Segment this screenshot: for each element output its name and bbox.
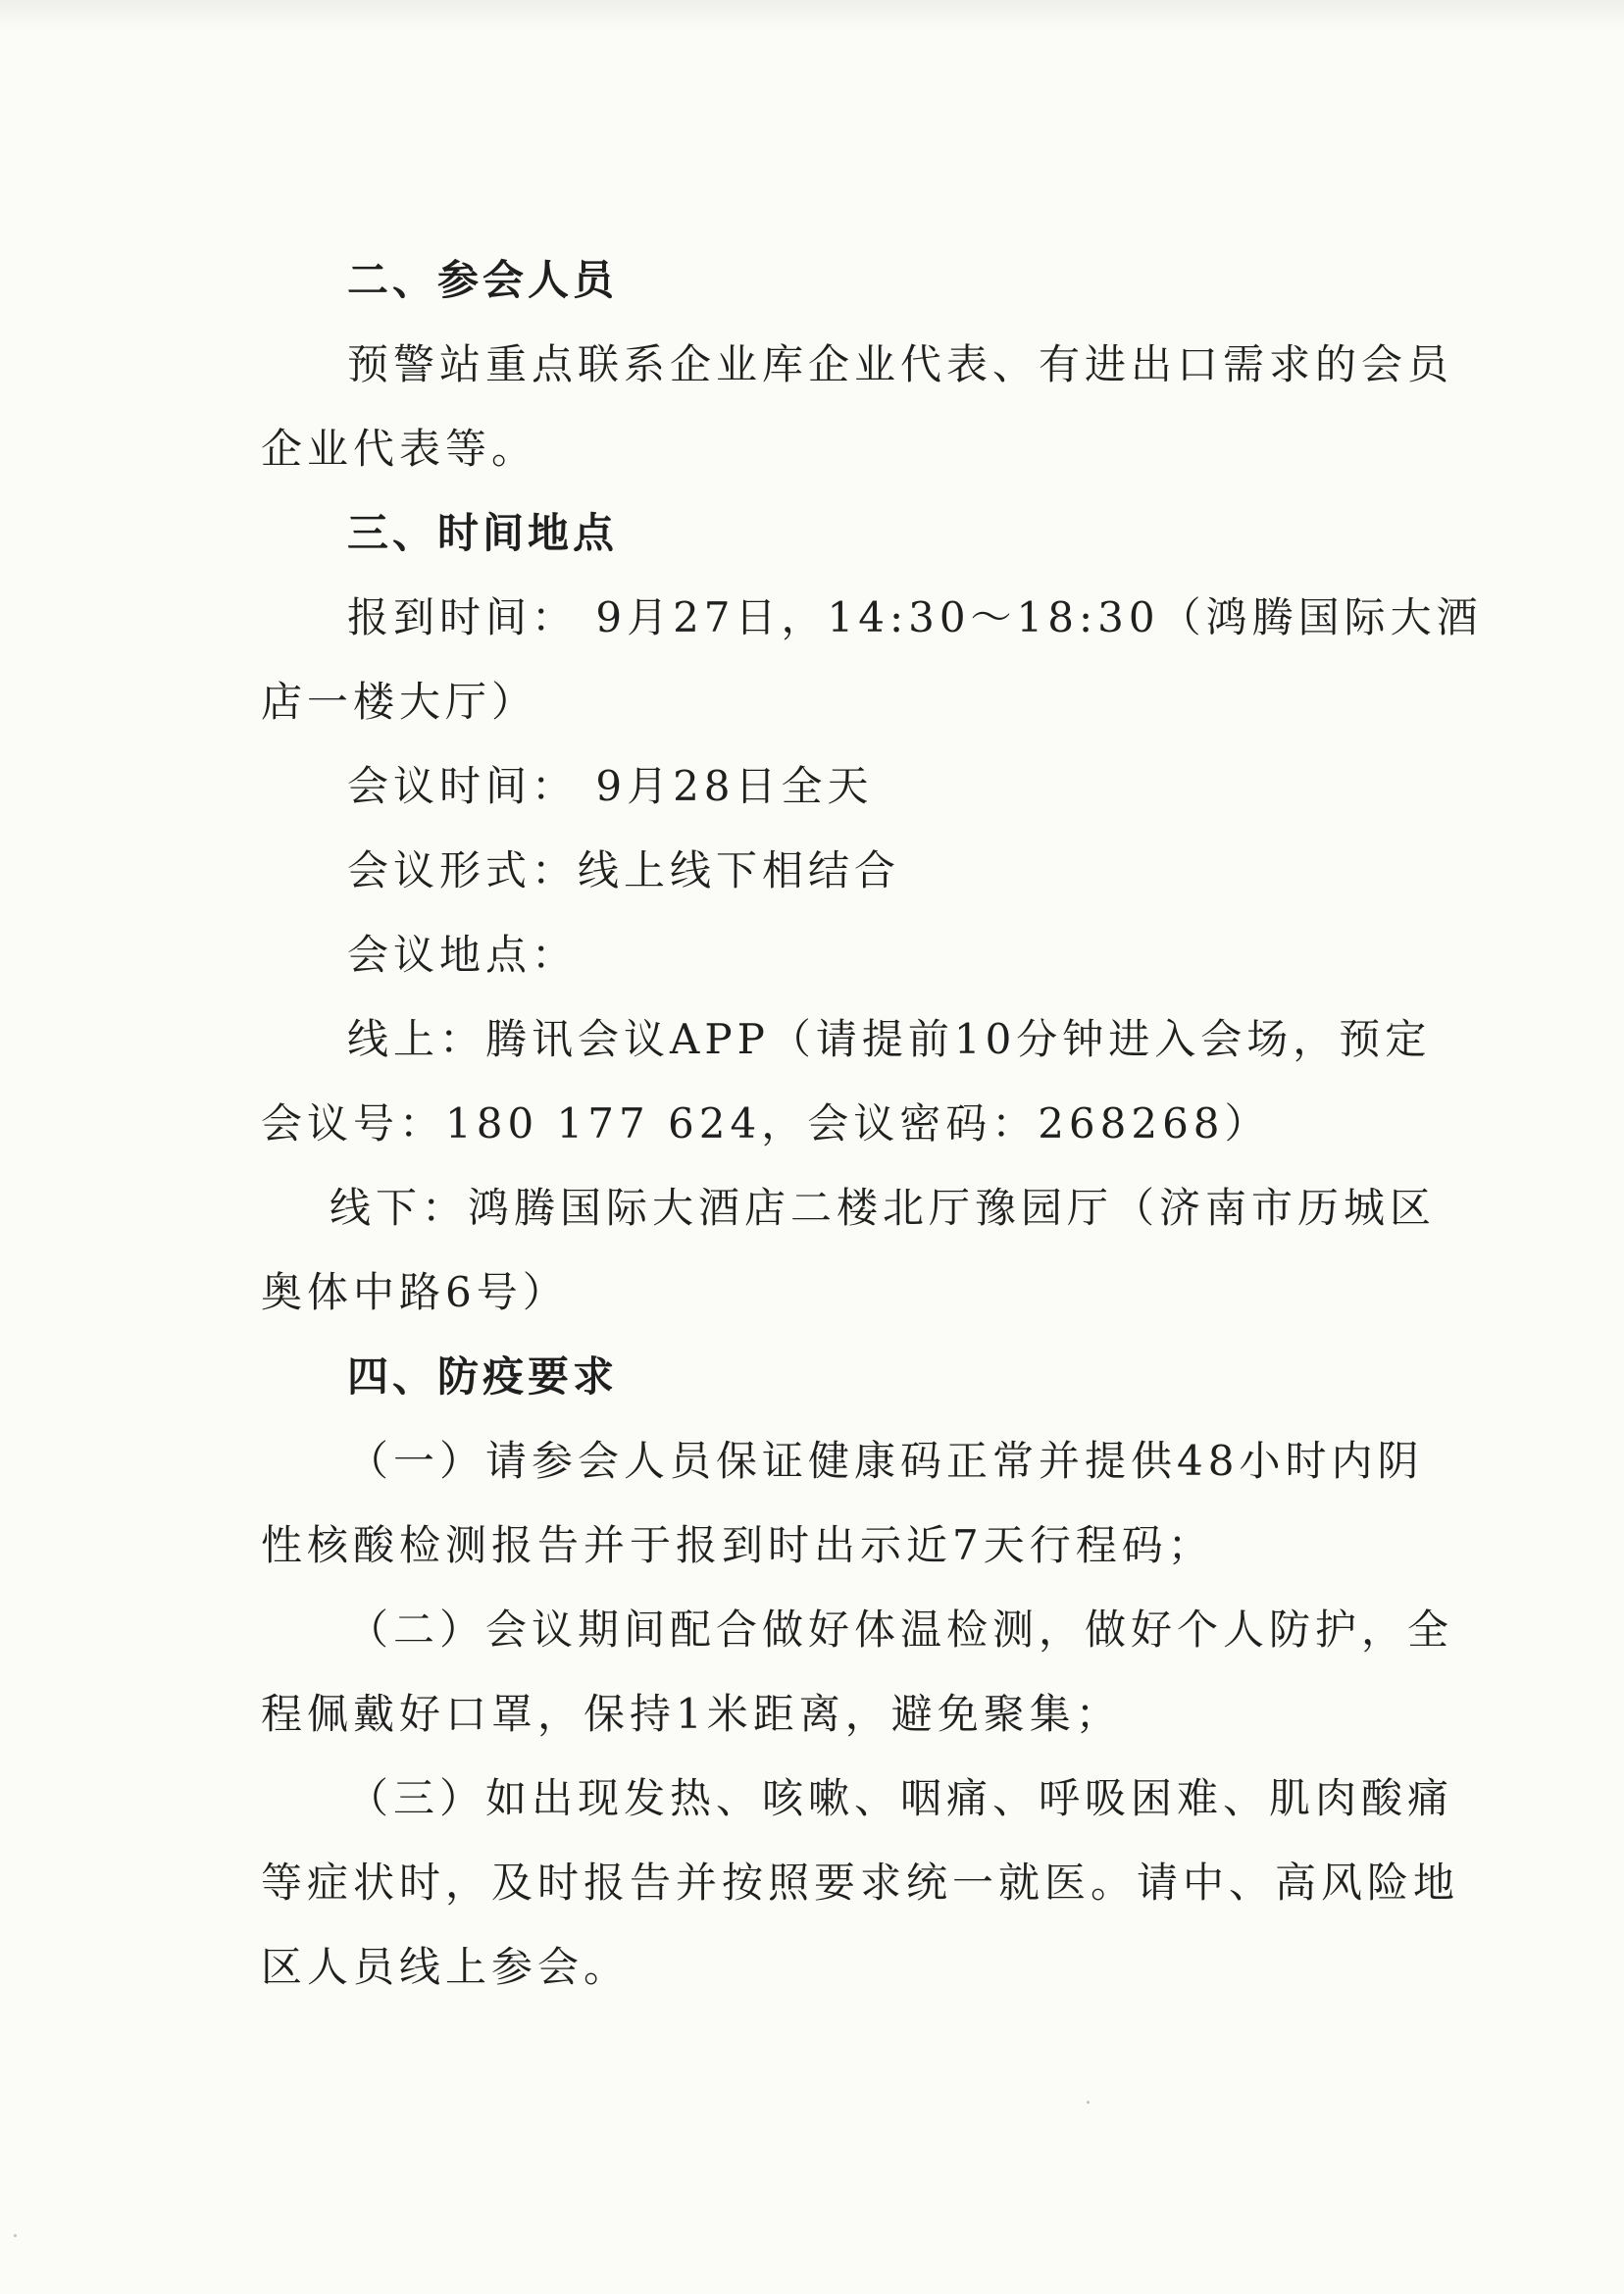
scan-edge <box>0 0 1624 33</box>
online-location-line-2: 会议号：180 177 624，会议密码：268268） <box>261 1099 1271 1147</box>
offline-location-line-2: 奥体中路6号） <box>261 1268 569 1316</box>
prevention-item-3-line-1: （三）如出现发热、咳嗽、咽痛、呼吸困难、肌肉酸痛 <box>347 1774 1454 1822</box>
meeting-location-label: 会议地点： <box>347 931 579 979</box>
prevention-item-2-line-2: 程佩戴好口罩，保持1米距离，避免聚集； <box>261 1690 1122 1738</box>
registration-time-line-2: 店一楼大厅） <box>261 678 538 726</box>
section-heading-attendees: 二、参会人员 <box>347 256 619 304</box>
prevention-item-1-line-2: 性核酸检测报告并于报到时出示近7天行程码； <box>261 1521 1214 1569</box>
prevention-item-3-line-3: 区人员线上参会。 <box>261 1943 631 1991</box>
registration-time-line-1: 报到时间： 9月27日，14:30～18:30（鸿腾国际大酒 <box>347 593 1483 641</box>
prevention-item-2-line-1: （二）会议期间配合做好体温检测，做好个人防护，全 <box>347 1606 1454 1654</box>
prevention-item-3-line-2: 等症状时，及时报告并按照要求统一就医。请中、高风险地 <box>261 1859 1460 1907</box>
meeting-format-line: 会议形式：线上线下相结合 <box>347 846 901 894</box>
scan-speck <box>1087 2101 1090 2104</box>
section-heading-time-place: 三、时间地点 <box>347 509 619 557</box>
attendees-line-1: 预警站重点联系企业库企业代表、有进出口需求的会员 <box>347 340 1454 388</box>
attendees-line-2: 企业代表等。 <box>261 425 538 473</box>
prevention-item-1-line-1: （一）请参会人员保证健康码正常并提供48小时内阴 <box>347 1437 1424 1485</box>
offline-location-line-1: 线下：鸿腾国际大酒店二楼北厅豫园厅（济南市历城区 <box>330 1184 1437 1232</box>
online-location-line-1: 线上：腾讯会议APP（请提前10分钟进入会场，预定 <box>347 1015 1432 1063</box>
meeting-time-line: 会议时间： 9月28日全天 <box>347 762 874 810</box>
scan-speck <box>14 2234 17 2237</box>
section-heading-epidemic-prevention: 四、防疫要求 <box>347 1352 619 1401</box>
